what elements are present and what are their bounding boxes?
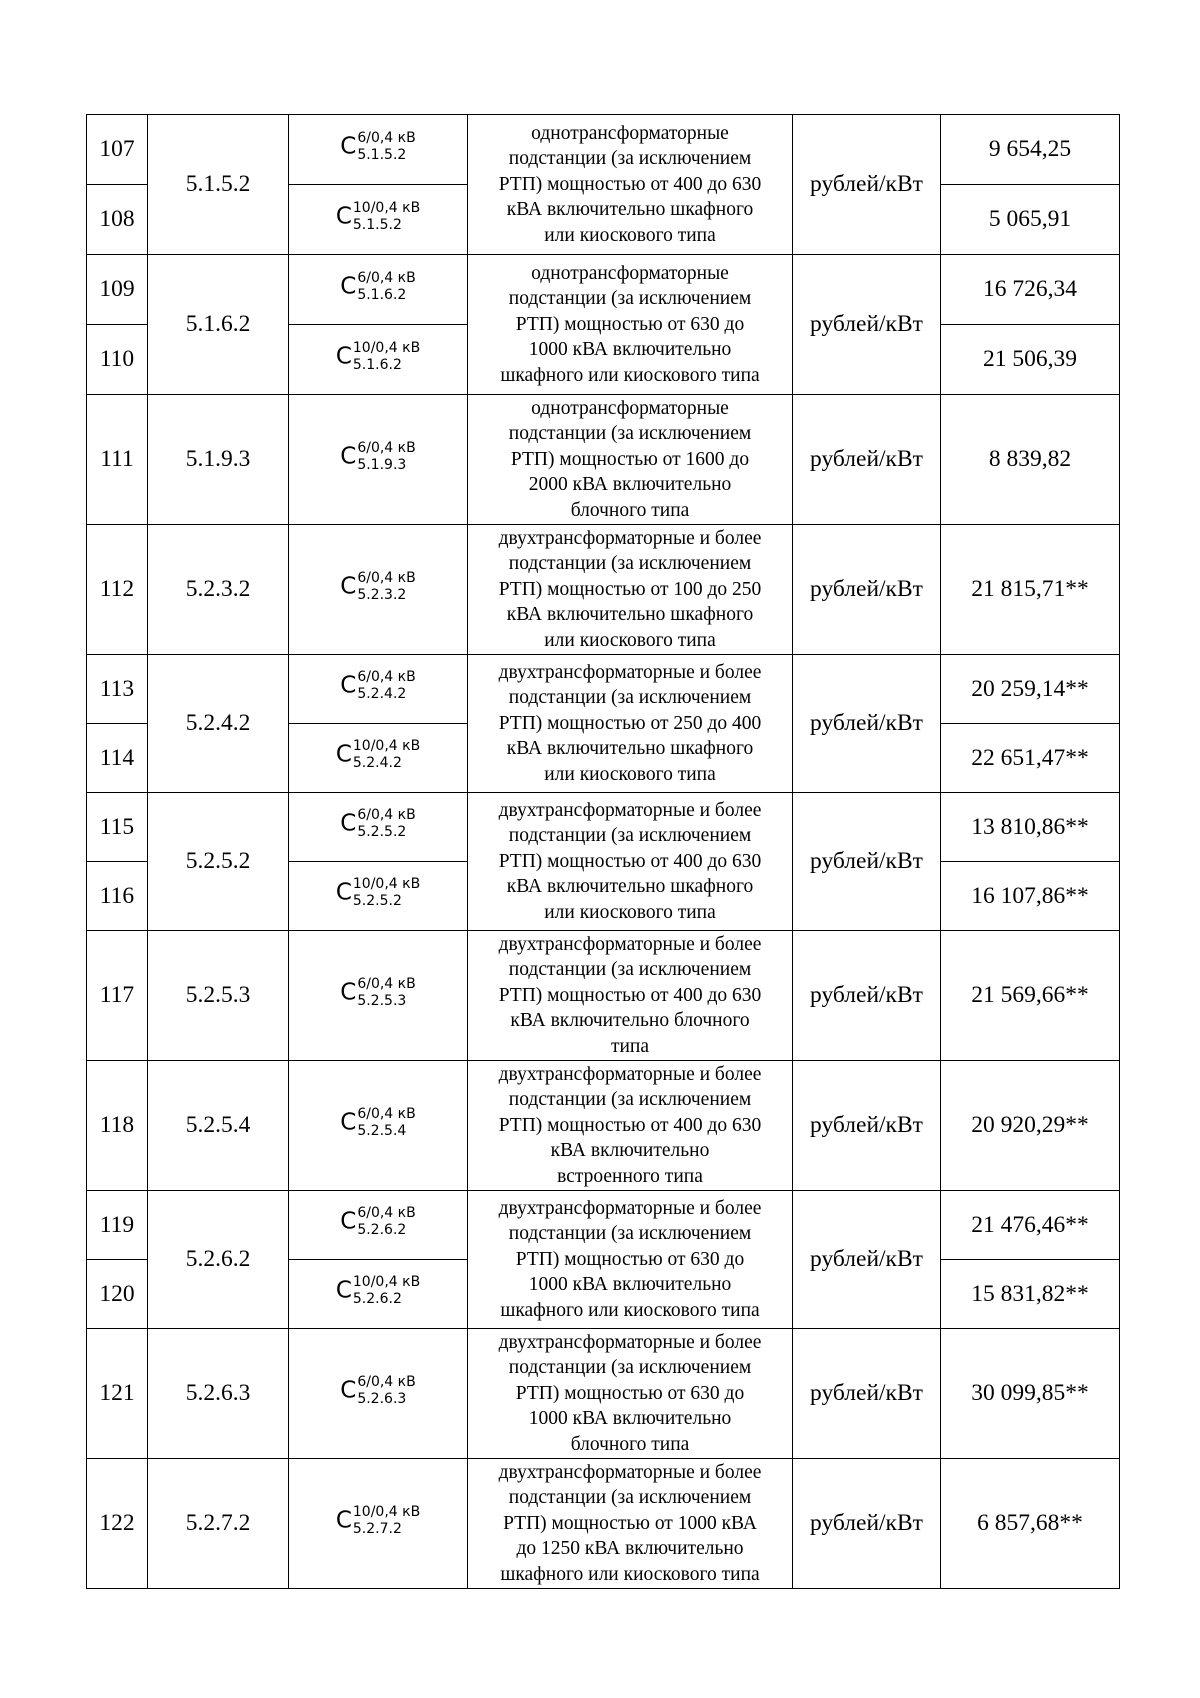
- description-line: типа: [610, 1035, 650, 1057]
- rate-symbol-indices: [353, 340, 420, 374]
- description-cell: [468, 931, 793, 1061]
- description-line: РТП) мощностью от 1600 до: [510, 448, 750, 470]
- table-row: [87, 1329, 1120, 1459]
- rate-symbol-index: 5.2.6.2: [357, 1222, 407, 1238]
- unit-cell: рублей/кВт: [793, 655, 941, 793]
- description-line: или киоскового типа: [544, 224, 716, 246]
- description-line: двухтрансформаторные и более: [498, 527, 762, 549]
- description-line: подстанции (за исключением: [508, 553, 752, 575]
- table-row: [87, 115, 1120, 185]
- description-line: шкафного или киоскового типа: [500, 364, 760, 386]
- description-line: подстанции (за исключением: [508, 959, 752, 981]
- description-line: подстанции (за исключением: [508, 1223, 752, 1245]
- tariff-code: 5.1.5.2: [148, 115, 289, 255]
- tariff-value: 21 506,39: [941, 325, 1120, 395]
- rate-symbol-index: 5.2.5.3: [357, 992, 407, 1009]
- row-number: 118: [87, 1061, 148, 1191]
- tariff-value: 8 839,82: [941, 395, 1120, 525]
- unit-cell: рублей/кВт: [793, 1459, 941, 1589]
- description-line: двухтрансформаторные и более: [498, 1331, 762, 1353]
- rate-symbol-indices: [357, 669, 415, 703]
- description-line: 1000 кВА включительно: [528, 1408, 732, 1430]
- rate-symbol-index: 5.1.5.2: [357, 146, 407, 163]
- rate-symbol: [289, 1459, 468, 1589]
- rate-symbol-voltage: 10/0,4 кВ: [352, 1274, 421, 1290]
- description-line: РТП) мощностью от 100 до 250: [498, 578, 762, 600]
- tariff-table: [86, 114, 1120, 1589]
- description-cell: [468, 1061, 793, 1191]
- rate-symbol: [289, 655, 468, 724]
- rate-symbol-indices: [353, 200, 420, 234]
- tariff-code: 5.2.6.3: [148, 1329, 289, 1459]
- tariff-value: 20 920,29**: [941, 1061, 1120, 1191]
- unit-cell: рублей/кВт: [793, 115, 941, 255]
- rate-symbol-voltage: 6/0,4 кВ: [357, 669, 416, 685]
- rate-symbol: [289, 931, 468, 1061]
- rate-symbol: [289, 1061, 468, 1191]
- description-line: кВА включительно: [550, 1140, 710, 1162]
- tariff-value: 21 569,66**: [941, 931, 1120, 1061]
- description-line: РТП) мощностью от 400 до 630: [498, 984, 762, 1006]
- rate-symbol-index: 5.1.9.3: [357, 456, 407, 473]
- description-line: встроенного типа: [557, 1165, 703, 1187]
- description-line: РТП) мощностью от 630 до: [515, 1382, 745, 1404]
- tariff-value: 13 810,86**: [941, 793, 1120, 862]
- tariff-value: 22 651,47**: [941, 724, 1120, 793]
- description-line: подстанции (за исключением: [508, 687, 752, 709]
- rate-symbol-letter: C: [340, 672, 357, 699]
- description-line: РТП) мощностью от 250 до 400: [498, 712, 762, 734]
- rate-symbol-indices: [353, 1504, 420, 1538]
- description-cell: [468, 525, 793, 655]
- description-line: подстанции (за исключением: [508, 148, 752, 170]
- rate-symbol-index: 5.2.3.2: [357, 586, 407, 603]
- rate-symbol-letter: C: [335, 741, 352, 768]
- row-number: 111: [87, 395, 148, 525]
- description-line: кВА включительно шкафного: [506, 199, 754, 221]
- description-cell: [468, 793, 793, 931]
- description-cell: [468, 655, 793, 793]
- description-line: подстанции (за исключением: [508, 288, 752, 310]
- rate-symbol-voltage: 6/0,4 кВ: [357, 1105, 416, 1122]
- rate-symbol-indices: [353, 1274, 420, 1308]
- unit-cell: рублей/кВт: [793, 395, 941, 525]
- description-line: кВА включительно шкафного: [506, 876, 754, 898]
- description-line: РТП) мощностью от 400 до 630: [498, 1114, 762, 1136]
- tariff-code: 5.2.3.2: [148, 525, 289, 655]
- rate-symbol-voltage: 6/0,4 кВ: [357, 1373, 416, 1390]
- rate-symbol: [289, 1260, 468, 1329]
- rate-symbol-indices: [357, 130, 415, 164]
- rate-symbol-voltage: 10/0,4 кВ: [352, 339, 421, 356]
- rate-symbol-letter: C: [340, 979, 357, 1006]
- rate-symbol-letter: C: [335, 879, 352, 906]
- table-row: [87, 1191, 1120, 1260]
- tariff-value: 6 857,68**: [941, 1459, 1120, 1589]
- rate-symbol-indices: [357, 1374, 415, 1408]
- description-line: двухтрансформаторные и более: [498, 1461, 762, 1483]
- row-number: 116: [87, 862, 148, 931]
- rate-symbol-voltage: 10/0,4 кВ: [352, 199, 421, 216]
- description-line: двухтрансформаторные и более: [498, 933, 762, 955]
- rate-symbol-index: 5.2.4.2: [357, 686, 407, 702]
- table-row: [87, 655, 1120, 724]
- rate-symbol: [289, 862, 468, 931]
- row-number: 122: [87, 1459, 148, 1589]
- description-line: двухтрансформаторные и более: [498, 799, 762, 821]
- description-line: или киоскового типа: [544, 629, 716, 651]
- row-number: 121: [87, 1329, 148, 1459]
- row-number: 113: [87, 655, 148, 724]
- table-row: [87, 525, 1120, 655]
- rate-symbol-letter: C: [340, 443, 357, 470]
- tariff-code: 5.2.5.3: [148, 931, 289, 1061]
- rate-symbol-indices: [357, 440, 415, 474]
- description-cell: [468, 395, 793, 525]
- tariff-value: 21 476,46**: [941, 1191, 1120, 1260]
- description-line: подстанции (за исключением: [508, 825, 752, 847]
- description-cell: [468, 1459, 793, 1589]
- description-cell: [468, 115, 793, 255]
- tariff-code: 5.2.7.2: [148, 1459, 289, 1589]
- description-line: до 1250 кВА включительно: [516, 1538, 744, 1560]
- description-cell: [468, 1329, 793, 1459]
- rate-symbol-letter: C: [335, 343, 352, 370]
- description-line: или киоскового типа: [544, 901, 716, 923]
- rate-symbol-letter: C: [340, 573, 357, 600]
- unit-cell: рублей/кВт: [793, 1191, 941, 1329]
- description-line: подстанции (за исключением: [508, 1487, 752, 1509]
- rate-symbol-voltage: 6/0,4 кВ: [357, 807, 416, 823]
- tariff-value: 30 099,85**: [941, 1329, 1120, 1459]
- description-line: однотрансформаторные: [531, 397, 729, 419]
- rate-symbol: [289, 724, 468, 793]
- rate-symbol-indices: [357, 1106, 415, 1140]
- rate-symbol-voltage: 6/0,4 кВ: [357, 1205, 416, 1221]
- table-row: [87, 793, 1120, 862]
- description-line: кВА включительно шкафного: [506, 738, 754, 760]
- rate-symbol-indices: [353, 738, 420, 772]
- table-row: [87, 1061, 1120, 1191]
- description-line: подстанции (за исключением: [508, 1089, 752, 1111]
- table-row: [87, 395, 1120, 525]
- row-number: 109: [87, 255, 148, 325]
- rate-symbol-letter: C: [340, 273, 357, 300]
- rate-symbol-indices: [357, 976, 415, 1010]
- rate-symbol: [289, 255, 468, 325]
- description-line: двухтрансформаторные и более: [498, 661, 762, 683]
- description-line: 1000 кВА включительно: [528, 1274, 732, 1296]
- rate-symbol-voltage: 6/0,4 кВ: [357, 975, 416, 992]
- row-number: 112: [87, 525, 148, 655]
- tariff-value: 16 107,86**: [941, 862, 1120, 931]
- rate-symbol: [289, 525, 468, 655]
- rate-symbol: [289, 1329, 468, 1459]
- row-number: 110: [87, 325, 148, 395]
- rate-symbol-voltage: 6/0,4 кВ: [357, 129, 416, 146]
- tariff-code: 5.2.5.4: [148, 1061, 289, 1191]
- rate-symbol-index: 5.2.5.2: [357, 824, 407, 840]
- tariff-code: 5.2.5.2: [148, 793, 289, 931]
- rate-symbol: [289, 793, 468, 862]
- rate-symbol-letter: C: [340, 133, 357, 160]
- description-line: блочного типа: [570, 499, 690, 521]
- description-line: шкафного или киоскового типа: [500, 1563, 760, 1585]
- rate-symbol-letter: C: [340, 1109, 357, 1136]
- description-line: кВА включительно шкафного: [506, 604, 754, 626]
- table-row: [87, 1459, 1120, 1589]
- tariff-value: 5 065,91: [941, 185, 1120, 255]
- unit-cell: рублей/кВт: [793, 1061, 941, 1191]
- rate-symbol-indices: [353, 876, 420, 910]
- rate-symbol: [289, 325, 468, 395]
- rate-symbol-indices: [357, 570, 415, 604]
- description-line: подстанции (за исключением: [508, 423, 752, 445]
- row-number: 120: [87, 1260, 148, 1329]
- unit-cell: рублей/кВт: [793, 525, 941, 655]
- rate-symbol-letter: C: [335, 203, 352, 230]
- description-line: двухтрансформаторные и более: [498, 1197, 762, 1219]
- description-line: РТП) мощностью от 630 до: [515, 1248, 745, 1270]
- description-line: однотрансформаторные: [531, 122, 729, 144]
- tariff-code: 5.2.4.2: [148, 655, 289, 793]
- tariff-value: 15 831,82**: [941, 1260, 1120, 1329]
- row-number: 107: [87, 115, 148, 185]
- description-line: двухтрансформаторные и более: [498, 1063, 762, 1085]
- unit-cell: рублей/кВт: [793, 255, 941, 395]
- row-number: 119: [87, 1191, 148, 1260]
- rate-symbol-voltage: 10/0,4 кВ: [352, 876, 421, 892]
- row-number: 108: [87, 185, 148, 255]
- rate-symbol: [289, 395, 468, 525]
- rate-symbol: [289, 1191, 468, 1260]
- tariff-value: 9 654,25: [941, 115, 1120, 185]
- rate-symbol-letter: C: [335, 1507, 352, 1534]
- rate-symbol-letter: C: [340, 1208, 357, 1235]
- rate-symbol-voltage: 6/0,4 кВ: [357, 569, 416, 586]
- description-line: 1000 кВА включительно: [528, 339, 732, 361]
- description-line: 2000 кВА включительно: [528, 474, 732, 496]
- rate-symbol-voltage: 6/0,4 кВ: [357, 439, 416, 456]
- description-line: РТП) мощностью от 630 до: [515, 313, 745, 335]
- rate-symbol-index: 5.2.7.2: [352, 1520, 402, 1537]
- row-number: 114: [87, 724, 148, 793]
- rate-symbol-voltage: 10/0,4 кВ: [352, 1503, 421, 1520]
- rate-symbol-indices: [357, 270, 415, 304]
- rate-symbol-index: 5.2.6.2: [352, 1291, 402, 1307]
- tariff-value: 16 726,34: [941, 255, 1120, 325]
- row-number: 117: [87, 931, 148, 1061]
- rate-symbol-index: 5.1.6.2: [352, 356, 402, 373]
- description-line: однотрансформаторные: [531, 262, 729, 284]
- description-cell: [468, 1191, 793, 1329]
- rate-symbol-index: 5.2.4.2: [352, 755, 402, 771]
- rate-symbol-index: 5.1.5.2: [352, 216, 402, 233]
- description-line: РТП) мощностью от 400 до 630: [498, 850, 762, 872]
- rate-symbol-indices: [357, 807, 415, 841]
- rate-symbol-index: 5.2.5.4: [357, 1122, 407, 1139]
- rate-symbol: [289, 115, 468, 185]
- description-line: РТП) мощностью от 1000 кВА: [503, 1512, 757, 1534]
- tariff-code: 5.1.9.3: [148, 395, 289, 525]
- rate-symbol-index: 5.2.5.2: [352, 893, 402, 909]
- rate-symbol-letter: C: [335, 1277, 352, 1304]
- description-line: кВА включительно блочного: [510, 1010, 750, 1032]
- rate-symbol-index: 5.1.6.2: [357, 286, 407, 303]
- tariff-code: 5.2.6.2: [148, 1191, 289, 1329]
- tariff-code: 5.1.6.2: [148, 255, 289, 395]
- rate-symbol-voltage: 6/0,4 кВ: [357, 269, 416, 286]
- rate-symbol-index: 5.2.6.3: [357, 1390, 407, 1407]
- description-cell: [468, 255, 793, 395]
- rate-symbol-letter: C: [340, 1377, 357, 1404]
- unit-cell: рублей/кВт: [793, 793, 941, 931]
- unit-cell: рублей/кВт: [793, 1329, 941, 1459]
- description-line: шкафного или киоскового типа: [500, 1299, 760, 1321]
- tariff-value: 21 815,71**: [941, 525, 1120, 655]
- rate-symbol-indices: [357, 1205, 415, 1239]
- description-line: подстанции (за исключением: [508, 1357, 752, 1379]
- table-row: [87, 255, 1120, 325]
- rate-symbol-voltage: 10/0,4 кВ: [352, 738, 421, 754]
- tariff-table-body: [87, 115, 1120, 1589]
- description-line: РТП) мощностью от 400 до 630: [498, 173, 762, 195]
- tariff-value: 20 259,14**: [941, 655, 1120, 724]
- description-line: блочного типа: [570, 1433, 690, 1455]
- table-row: [87, 931, 1120, 1061]
- rate-symbol-letter: C: [340, 810, 357, 837]
- row-number: 115: [87, 793, 148, 862]
- description-line: или киоскового типа: [544, 763, 716, 785]
- unit-cell: рублей/кВт: [793, 931, 941, 1061]
- rate-symbol: [289, 185, 468, 255]
